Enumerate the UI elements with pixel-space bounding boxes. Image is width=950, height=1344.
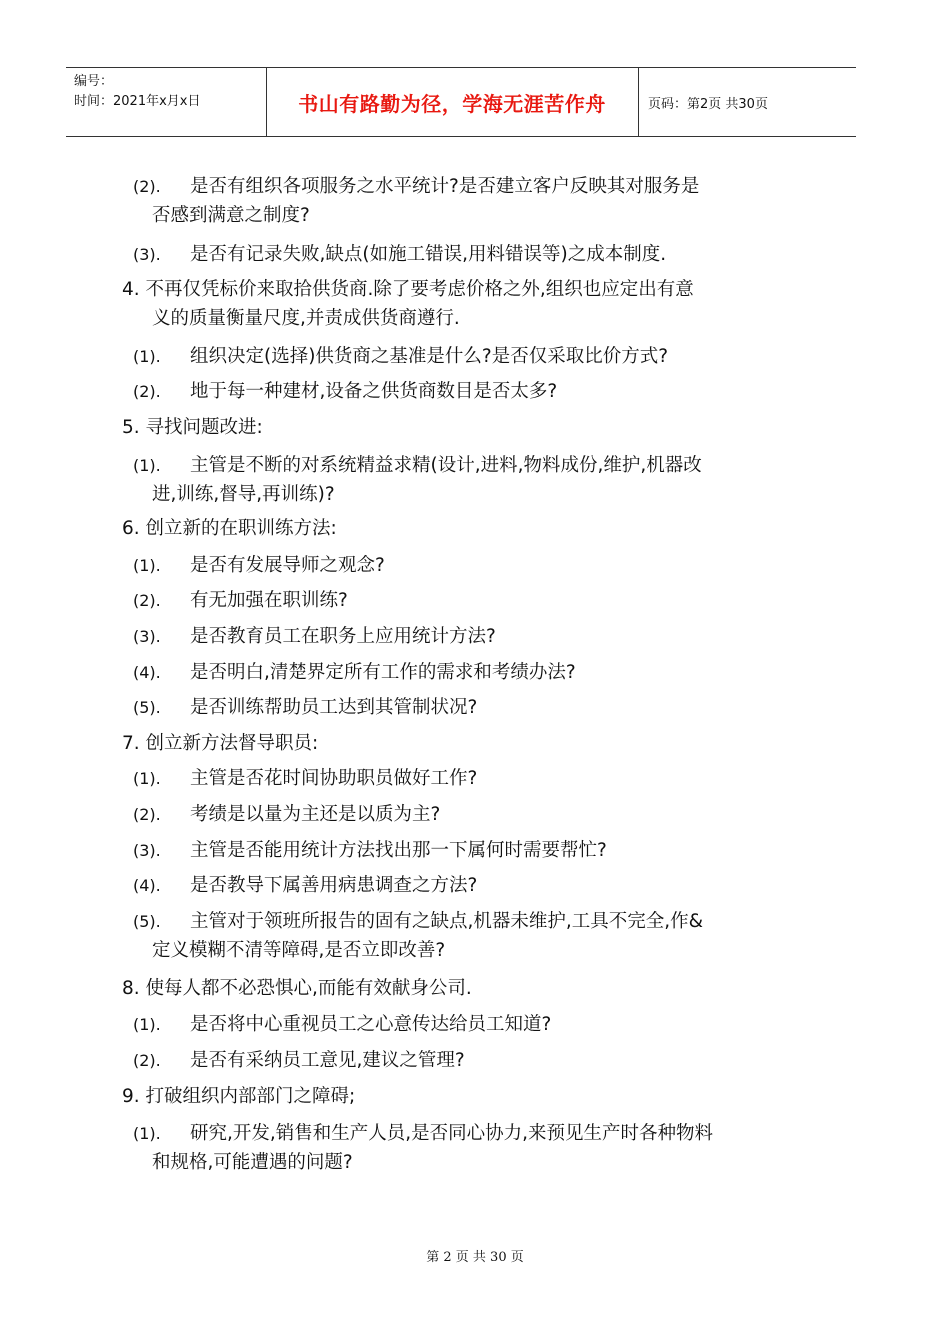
section-heading [122, 1085, 355, 1109]
item-text: 主管是否能用统计方法找出那一下属何时需要帮忙? [190, 840, 607, 861]
item-text: 主管对于领班所报告的固有之缺点,机器未维护,工具不完全,作& [190, 911, 704, 932]
item-text: 主管是不断的对系统精益求精(设计,进料,物料成份,维护,机器改 [190, 455, 702, 476]
item-number: (3). [133, 627, 161, 646]
section-heading [122, 416, 263, 440]
section-text: 寻找问题改进: [145, 417, 263, 438]
item-text: 是否有发展导师之观念? [190, 555, 385, 576]
item-number: (2). [133, 177, 161, 196]
section-number: 7. [122, 733, 146, 754]
item-number: (1). [133, 347, 161, 366]
item-number: (3). [133, 841, 161, 860]
item-text: 是否明白,清楚界定所有工作的需求和考绩办法? [190, 662, 576, 683]
section-text: 打破组织内部部门之障碍; [145, 1086, 356, 1107]
section-text: 创立新的在职训练方法: [145, 518, 337, 539]
section-number: 5. [122, 417, 146, 438]
item-number: (1). [133, 556, 161, 575]
item-text: 是否将中心重视员工之心意传达给员工知道? [190, 1014, 552, 1035]
page-footer: 第 2 页 共 30 页 [426, 1250, 524, 1265]
section-heading [122, 977, 472, 1001]
continuation-text: 否感到满意之制度? [152, 205, 310, 226]
item-number: (1). [133, 456, 161, 475]
section-heading [122, 278, 694, 302]
item-text: 是否教导下属善用病患调查之方法? [190, 875, 478, 896]
section-heading [122, 732, 318, 756]
item-number: (2). [133, 382, 161, 401]
item-number: (2). [133, 805, 161, 824]
section-number: 8. [122, 978, 146, 999]
item-text: 有无加强在职训练? [190, 590, 348, 611]
item-text: 是否训练帮助员工达到其管制状况? [190, 697, 478, 718]
continuation-text: 定义模糊不清等障碍,是否立即改善? [152, 940, 446, 961]
item-number: (5). [133, 698, 161, 717]
continuation-text: 义的质量衡量尺度,并责成供货商遵行. [152, 308, 460, 329]
number-label: 编号： [74, 74, 114, 89]
item-text: 组织决定(选择)供货商之基准是什么?是否仅采取比价方式? [190, 346, 669, 367]
section-text: 创立新方法督导职员: [145, 733, 319, 754]
item-text: 研究,开发,销售和生产人员,是否同心协力,来预见生产时各种物料 [190, 1123, 714, 1144]
header-motto [266, 68, 639, 136]
section-heading [122, 517, 337, 541]
item-number: (4). [133, 876, 161, 895]
item-number: (3). [133, 245, 161, 264]
continuation-text: 和规格,可能遭遇的问题? [152, 1152, 353, 1173]
item-text: 是否有采纳员工意见,建议之管理? [190, 1050, 465, 1071]
section-number: 9. [122, 1086, 146, 1107]
item-text: 是否教育员工在职务上应用统计方法? [190, 626, 496, 647]
item-number: (5). [133, 912, 161, 931]
continuation-text: 进,训练,督导,再训练)? [152, 484, 335, 505]
item-number: (1). [133, 769, 161, 788]
item-text: 考绩是以量为主还是以质为主? [190, 804, 441, 825]
section-text: 不再仅凭标价来取拾供货商.除了要考虑价格之外,组织也应定出有意 [145, 279, 694, 300]
page-header [66, 67, 856, 137]
header-meta [66, 68, 267, 136]
page-label: 页码：第2页 共30页 [648, 96, 768, 112]
item-number: (2). [133, 591, 161, 610]
item-number: (1). [133, 1015, 161, 1034]
item-number: (1). [133, 1124, 161, 1143]
item-number: (2). [133, 1051, 161, 1070]
item-text: 是否有组织各项服务之水平统计?是否建立客户反映其对服务是 [190, 176, 700, 197]
section-number: 6. [122, 518, 146, 539]
item-text: 主管是否花时间协助职员做好工作? [190, 768, 478, 789]
item-text: 是否有记录失败,缺点(如施工错误,用料错误等)之成本制度. [190, 244, 667, 265]
section-text: 使每人都不必恐惧心,而能有效献身公司. [145, 978, 472, 999]
time-label: 时间：2021年x月x日 [74, 94, 201, 109]
section-number: 4. [122, 279, 146, 300]
item-number: (4). [133, 663, 161, 682]
item-text: 地于每一种建材,设备之供货商数目是否太多? [190, 381, 558, 402]
motto-text: 书山有路勤为径，学海无涯苦作舟 [298, 91, 606, 116]
